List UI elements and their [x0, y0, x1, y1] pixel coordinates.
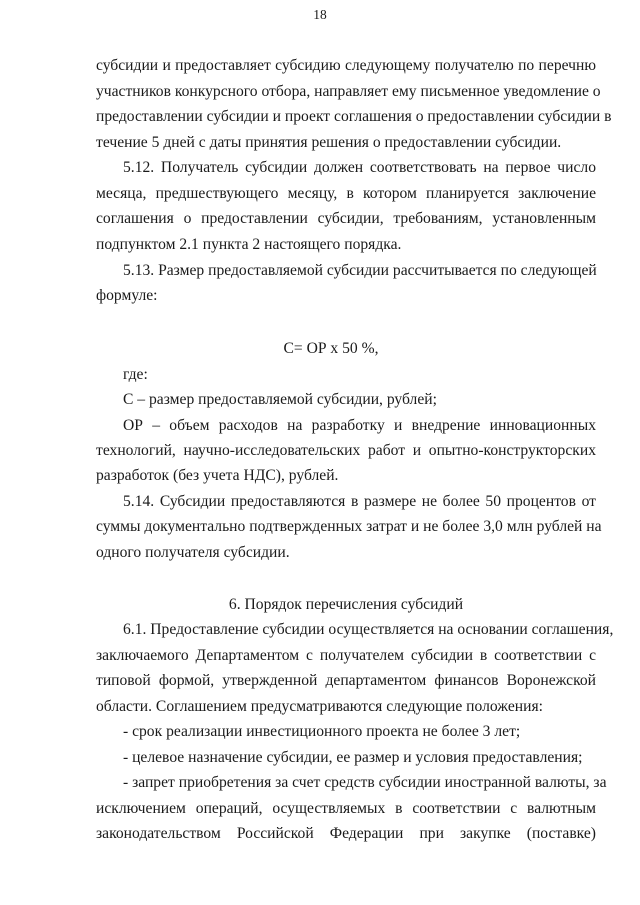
- formula: С= ОР х 50 %,: [283, 340, 379, 357]
- text-line: области. Соглашением предусматриваются следующие положения:: [96, 698, 543, 715]
- list-item: - целевое назначение субсидии, ее размер и условия предоставления;: [123, 749, 583, 766]
- text-line: участников конкурсного отбора, направляет ему письменное уведомление о: [96, 83, 601, 100]
- text-line: месяца, предшествующего месяцу, в котором планируется заключение: [96, 185, 596, 202]
- text-line: типовой формой, утвержденной департаментом финансов Воронежской: [96, 672, 596, 689]
- text-line: суммы документально подтвержденных затрат и не более 3,0 млн рублей на: [96, 518, 602, 535]
- text-line: С – размер предоставляемой субсидии, рублей;: [123, 391, 437, 408]
- text-line: заключаемого Департаментом с получателем субсидии в соответствии с: [96, 647, 596, 664]
- text-line: формуле:: [96, 287, 158, 304]
- text-line: 6.1. Предоставление субсидии осуществляется на основании соглашения,: [123, 621, 614, 638]
- text-line: течение 5 дней с даты принятия решения о предоставлении субсидии.: [96, 134, 562, 151]
- text-line: 5.14. Субсидии предоставляются в размере не более 50 процентов от: [123, 493, 596, 510]
- text-line: соглашения о предоставлении субсидии, требованиям, установленным: [96, 210, 596, 227]
- list-item: - запрет приобретения за счет средств субсидии иностранной валюты, за: [123, 774, 607, 791]
- text-line: 5.12. Получатель субсидии должен соответствовать на первое число: [123, 159, 596, 176]
- text-line: предоставлении субсидии и проект соглашения о предоставлении субсидии в: [96, 108, 612, 125]
- text-line: подпунктом 2.1 пункта 2 настоящего порядка.: [96, 236, 402, 253]
- text-line: субсидии и предоставляет субсидию следующему получателю по перечню: [96, 57, 596, 74]
- list-item: - срок реализации инвестиционного проекта не более 3 лет;: [123, 723, 521, 740]
- text-line: исключением операций, осуществляемых в соответствии с валютным: [96, 800, 596, 817]
- section-heading: 6. Порядок перечисления субсидий: [228, 596, 464, 613]
- text-line: 5.13. Размер предоставляемой субсидии рассчитывается по следующей: [123, 262, 597, 279]
- text-line: ОР – объем расходов на разработку и внедрение инновационных: [123, 417, 596, 434]
- text-line: законодательством Российской Федерации при закупке (поставке): [96, 825, 596, 842]
- text-line: разработок (без учета НДС), рублей.: [96, 467, 339, 484]
- page-number: 18: [313, 7, 327, 22]
- text-line: технологий, научно-исследовательских работ и опытно-конструкторских: [96, 442, 596, 459]
- text-line: одного получателя субсидии.: [96, 544, 290, 561]
- text-line: где:: [123, 366, 148, 383]
